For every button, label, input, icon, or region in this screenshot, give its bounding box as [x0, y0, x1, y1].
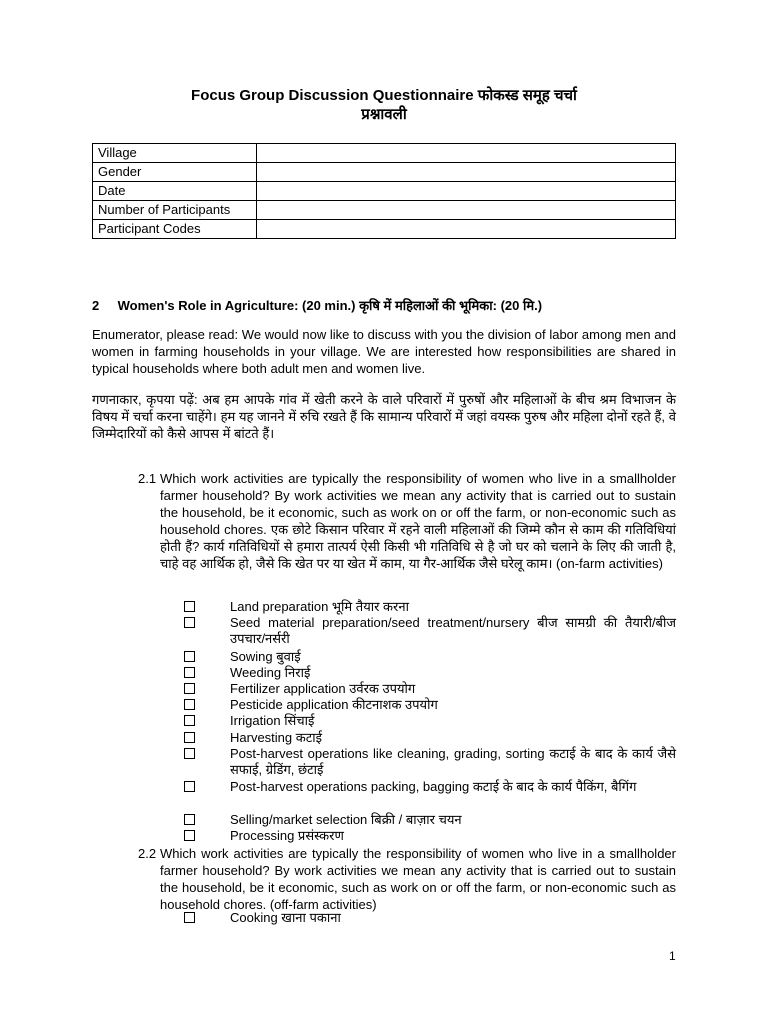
checkbox-icon[interactable] [184, 683, 195, 694]
checkbox-icon[interactable] [184, 651, 195, 662]
table-value-cell [257, 144, 676, 163]
option-label: Harvesting कटाई [230, 730, 323, 745]
checkbox-icon[interactable] [184, 715, 195, 726]
checkbox-icon[interactable] [184, 617, 195, 628]
checkbox-icon[interactable] [184, 830, 195, 841]
section-heading [92, 296, 542, 314]
table-row [93, 163, 676, 182]
option-label: Post-harvest operations packing, bagging कटाई के बाद के कार्य पैकिंग, बैगिंग [230, 779, 637, 794]
intro-paragraph-english: Enumerator, please read: We would now like to discuss with you the division of labor among men and women in farming households in your village. We are interested how responsibilities are shared in typical households where both adult men and women live. [92, 327, 676, 376]
checkbox-icon[interactable] [184, 814, 195, 825]
option-label: Post-harvest operations like cleaning, grading, sorting कटाई के बाद के कार्य जैसे सफाई, ग्रेडिंग, छंटाई [230, 746, 676, 777]
title-line-2: प्रश्नावली [361, 106, 407, 123]
table-value-cell [257, 220, 676, 239]
option-label: Processing प्रसंस्करण [230, 828, 344, 843]
table-label-cell: Gender [93, 163, 257, 182]
participant-info-table [92, 143, 676, 239]
page-number: 1 [669, 949, 676, 963]
option-label: Sowing बुवाई [230, 649, 301, 664]
option-label: Cooking खाना पकाना [230, 910, 341, 925]
table-label-cell: Number of Participants [93, 201, 257, 220]
checkbox-icon[interactable] [184, 781, 195, 792]
question-number: 2.2 [138, 846, 157, 861]
question-text: Which work activities are typically the responsibility of women who live in a smallholder farmer household? By work activities we mean any activity that is carried out to sustain the household, be it economic, such as work on or off the farm, or non-economic such as household chores. एक छोटे किसान परिवार में रहने वाली महिलाओं की जिम्मे कौन से काम की गतिविधियां होती हैं? कार्य गतिविधियों से हमारा तात्पर्य ऐसी किसी भी गतिविधि से है जो घर को चलाने के लिए की जाती है, चाहे वह आर्थिक हो, जैसे कि खेत पर या खेत में काम, या गैर-आर्थिक जैसे घरेलू काम। (on-farm activities) [160, 471, 676, 571]
question-number: 2.1 [138, 471, 157, 486]
document-title [92, 86, 676, 124]
table-label-cell: Village [93, 144, 257, 163]
option-label: Weeding निराई [230, 665, 311, 680]
checkbox-icon[interactable] [184, 732, 195, 743]
option-label: Pesticide application कीटनाशक उपयोग [230, 697, 438, 712]
table-value-cell [257, 163, 676, 182]
title-line-1: Focus Group Discussion Questionnaire फोकस्ड समूह चर्चा [191, 87, 577, 104]
question-text: Which work activities are typically the responsibility of women who live in a smallholder farmer household? By work activities we mean any activity that is carried out to sustain the household, be it economic, such as work on or off the farm, or non-economic such as household chores. (off-farm activities) [160, 846, 676, 912]
intro-paragraph-hindi: गणनाकार, कृपया पढ़ें: अब हम आपके गांव में खेती करने के वाले परिवारों में पुरुषों और महिलाओं के बीच श्रम विभाजन के विषय में चर्चा करना चाहेंगे। हम यह जानने में रुचि रखते हैं कि सामान्य परिवारों में जहां वयस्क पुरुष और महिला दोनों रहते हैं, वे जिम्मेदारियों को कैसे आपस में बांटते हैं। [92, 392, 676, 441]
section-title: Women's Role in Agriculture: (20 min.) कृषि में महिलाओं की भूमिका: (20 मि.) [117, 298, 543, 313]
table-label-cell: Participant Codes [93, 220, 257, 239]
option-label: Fertilizer application उर्वरक उपयोग [230, 681, 416, 696]
checkbox-icon[interactable] [184, 699, 195, 710]
table-label-cell: Date [93, 182, 257, 201]
table-row [93, 201, 676, 220]
option-label: Selling/market selection बिक्री / बाज़ार चयन [230, 812, 462, 827]
table-value-cell [257, 182, 676, 201]
option-label: Seed material preparation/seed treatment/nursery बीज सामग्री की तैयारी/बीज उपचार/नर्सरी [230, 615, 676, 646]
section-number: 2 [92, 298, 100, 313]
checkbox-icon[interactable] [184, 667, 195, 678]
option-label: Irrigation सिंचाई [230, 713, 315, 728]
checkbox-icon[interactable] [184, 748, 195, 759]
checkbox-icon[interactable] [184, 912, 195, 923]
table-row [93, 182, 676, 201]
checkbox-icon[interactable] [184, 601, 195, 612]
table-row [93, 144, 676, 163]
option-label: Land preparation भूमि तैयार करना [230, 599, 409, 614]
table-row [93, 220, 676, 239]
table-value-cell [257, 201, 676, 220]
